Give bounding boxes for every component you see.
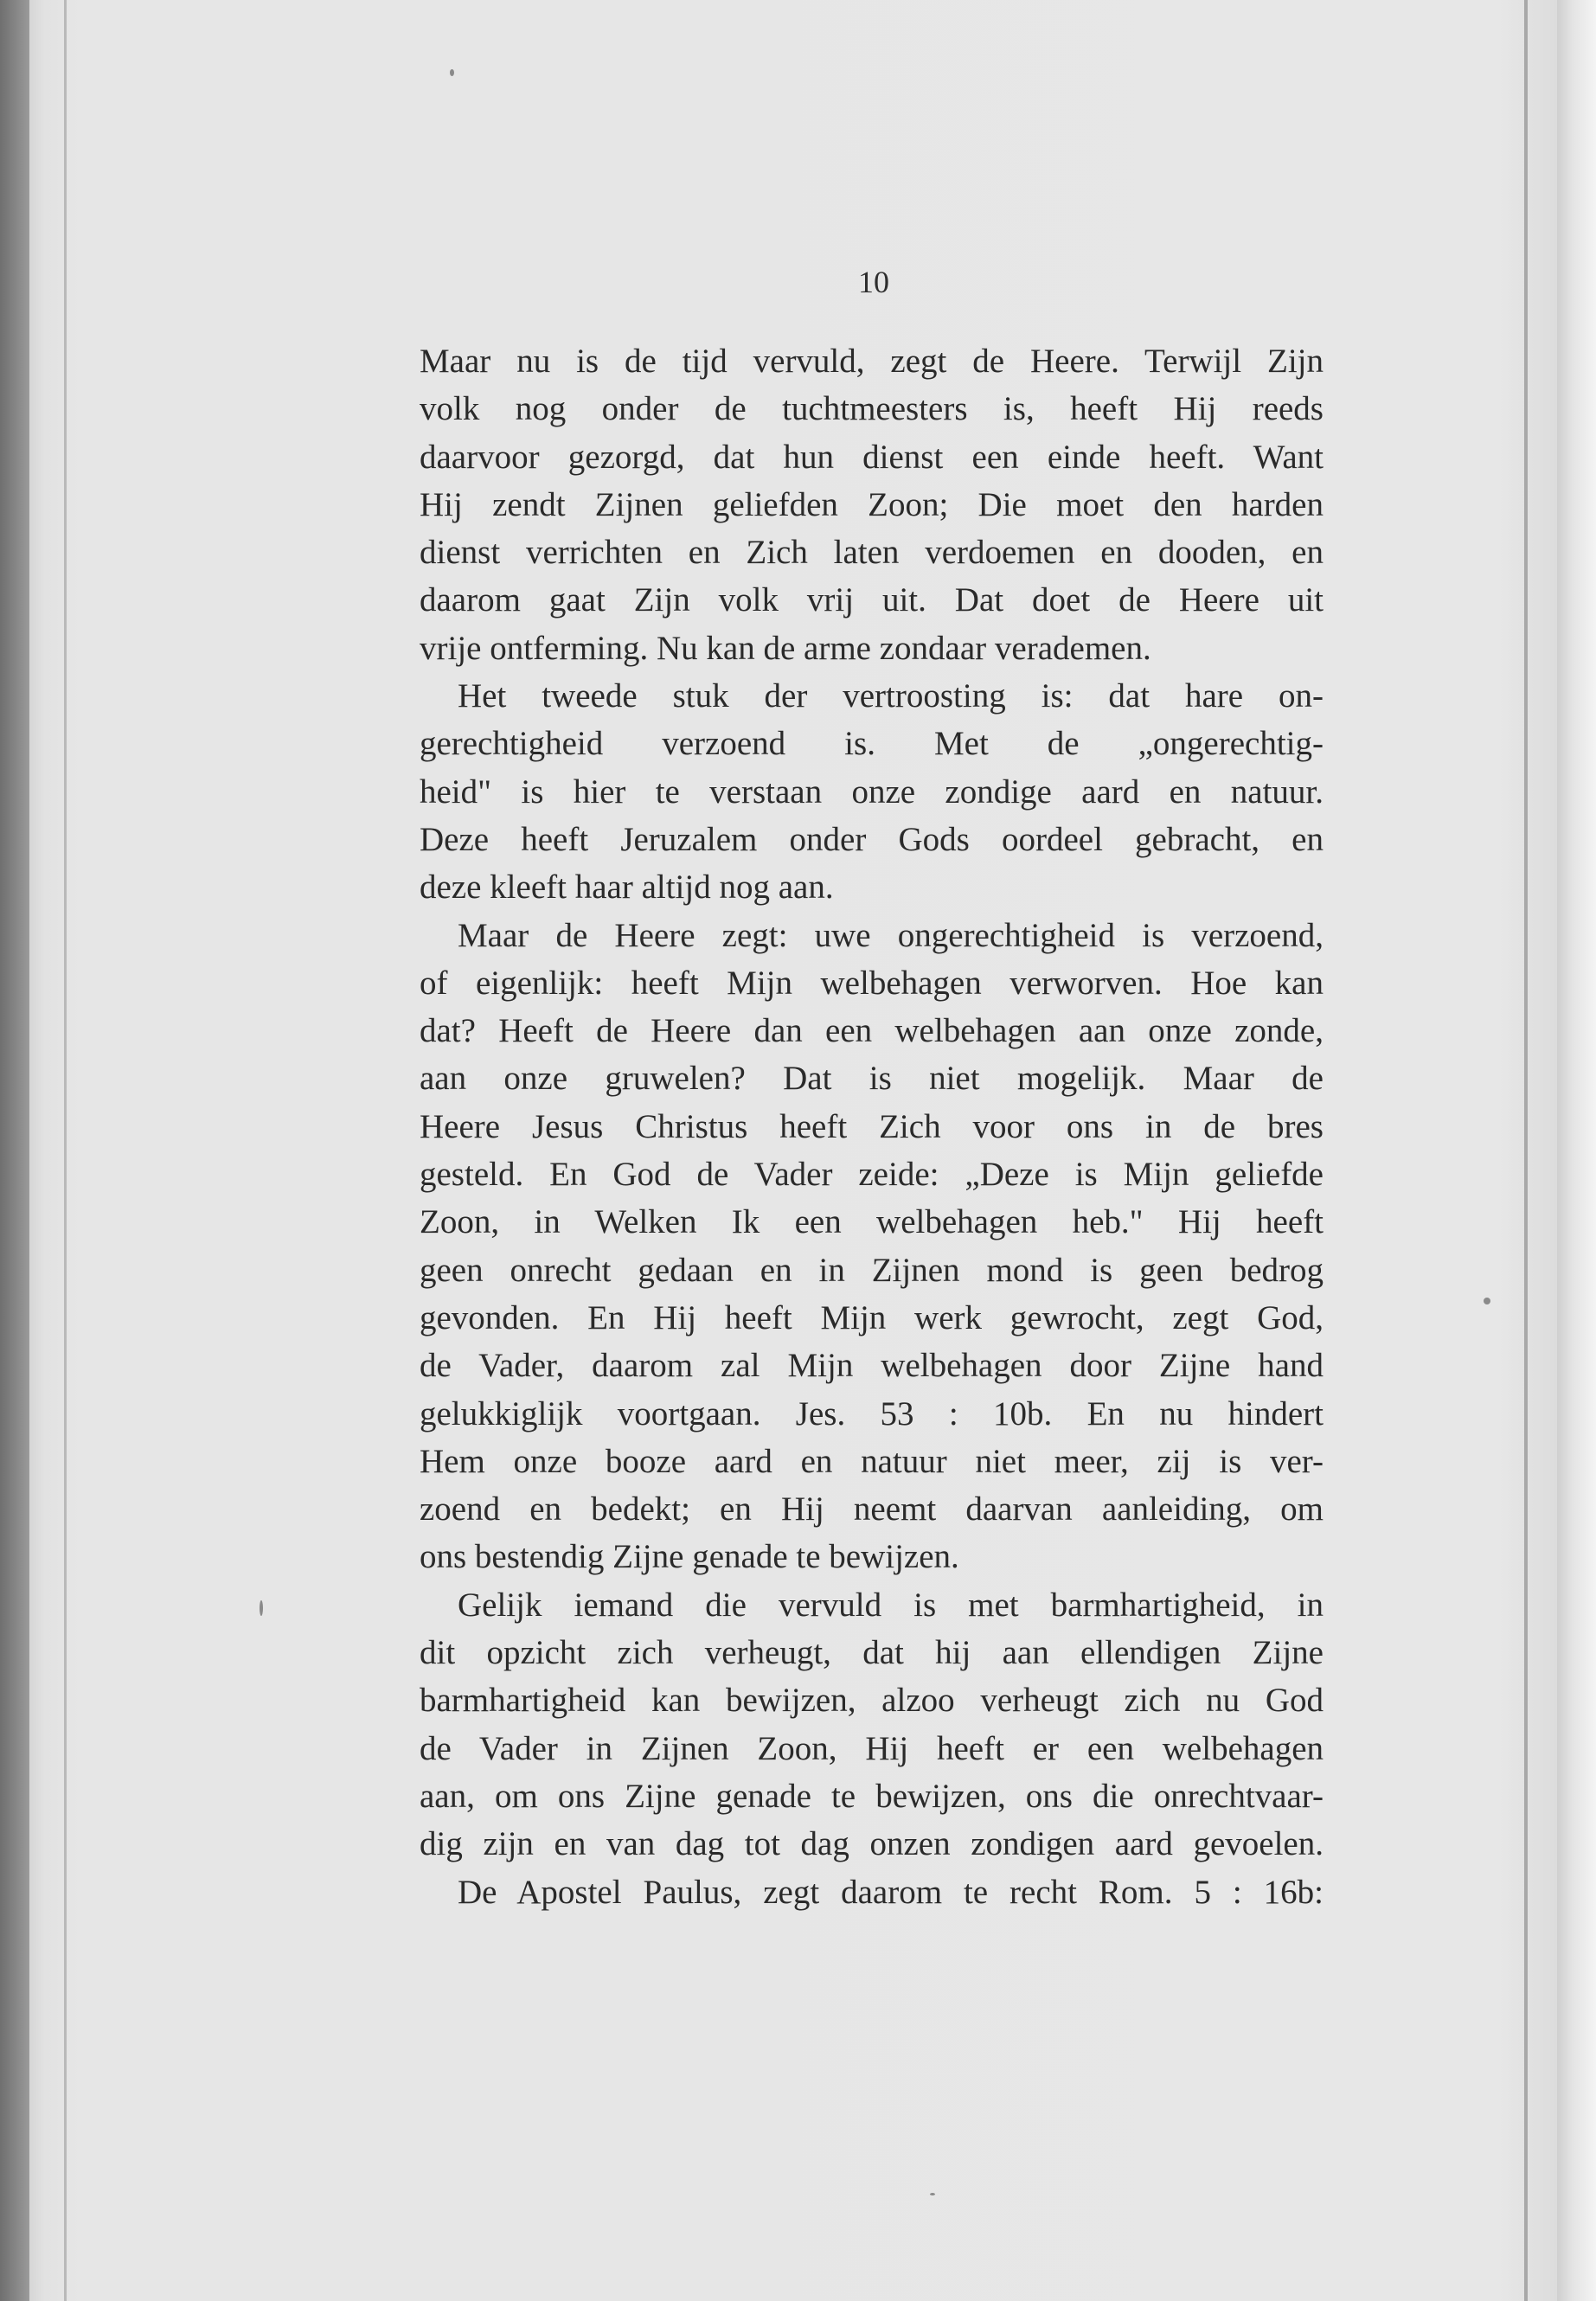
- page-number: 10: [858, 265, 889, 299]
- text-line: gevonden. En Hij heeft Mijn werk gewrocht, zegt God,: [420, 1298, 1324, 1336]
- text-line: Deze heeft Jeruzalem onder Gods oordeel gebracht, en: [420, 820, 1324, 858]
- text-line: gerechtigheid verzoend is. Met de „ongerechtig-: [420, 725, 1324, 763]
- text-line: gelukkiglijk voortgaan. Jes. 53 : 10b. En nu hindert: [420, 1394, 1324, 1433]
- scan-speck: [930, 2193, 935, 2195]
- text-line: of eigenlijk: heeft Mijn welbehagen verworven. Hoe kan: [420, 964, 1324, 1002]
- text-line: aan onze gruwelen? Dat is niet mogelijk. Maar de: [420, 1060, 1324, 1098]
- text-line: Maar nu is de tijd vervuld, zegt de Heere. Terwijl Zijn: [420, 343, 1324, 380]
- text-line: aan, om ons Zijne genade te bewijzen, ons die onrechtvaar-: [420, 1777, 1324, 1815]
- text-line: de Vader in Zijnen Zoon, Hij heeft er een welbehagen: [420, 1729, 1324, 1767]
- scan-right-margin: [1557, 0, 1596, 2301]
- text-line: Het tweede stuk der vertroosting is: dat hare on-: [458, 677, 1324, 715]
- text-line: daarom gaat Zijn volk vrij uit. Dat doet de Heere uit: [420, 581, 1324, 619]
- text-line: Hij zendt Zijnen geliefden Zoon; Die moet den harden: [420, 485, 1324, 523]
- text-line: de Vader, daarom zal Mijn welbehagen door Zijne hand: [420, 1347, 1324, 1385]
- scan-speck: [260, 1600, 263, 1616]
- text-line: Zoon, in Welken Ik een welbehagen heb." Hij heeft: [420, 1203, 1324, 1241]
- text-line: gesteld. En God de Vader zeide: „Deze is Mijn geliefde: [420, 1156, 1324, 1194]
- text-line: deze kleeft haar altijd nog aan.: [420, 868, 834, 907]
- text-line: geen onrecht gedaan en in Zijnen mond is geen bedrog: [420, 1251, 1324, 1289]
- text-line: dienst verrichten en Zich laten verdoemen en dooden, en: [420, 534, 1324, 572]
- text-line: Hem onze booze aard en natuur niet meer, zij is ver-: [420, 1442, 1324, 1480]
- text-line: barmhartigheid kan bewijzen, alzoo verheugt zich nu God: [420, 1682, 1324, 1720]
- text-line: dig zijn en van dag tot dag onzen zondigen aard gevoelen.: [420, 1825, 1324, 1863]
- page-right-edge: [1524, 0, 1528, 2301]
- text-line: De Apostel Paulus, zegt daarom te recht Rom. 5 : 16b:: [458, 1873, 1324, 1911]
- body-text: [420, 337, 1324, 1916]
- text-line: dat? Heeft de Heere dan een welbehagen aan onze zonde,: [420, 1012, 1324, 1050]
- text-line: volk nog onder de tuchtmeesters is, heeft Hij reeds: [420, 390, 1324, 428]
- text-line: Heere Jesus Christus heeft Zich voor ons in de bres: [420, 1107, 1324, 1145]
- scan-speck: [450, 69, 454, 76]
- scan-speck: [1484, 1298, 1490, 1304]
- text-line: zoend en bedekt; en Hij neemt daarvan aanleiding, om: [420, 1490, 1324, 1529]
- text-line: dit opzicht zich verheugt, dat hij aan ellendigen Zijne: [420, 1634, 1324, 1672]
- text-line: daarvoor gezorgd, dat hun dienst een einde heeft. Want: [420, 438, 1324, 476]
- text-line: Maar de Heere zegt: uwe ongerechtigheid is verzoend,: [458, 916, 1324, 954]
- text-line: ons bestendig Zijne genade te bewijzen.: [420, 1538, 959, 1576]
- text-line: heid" is hier te verstaan onze zondige aard en natuur.: [420, 772, 1324, 811]
- page-gutter-line: [64, 0, 67, 2301]
- scan-left-margin: [0, 0, 29, 2301]
- text-line: Gelijk iemand die vervuld is met barmhartigheid, in: [458, 1586, 1324, 1624]
- text-line: vrije ontferming. Nu kan de arme zondaar verademen.: [420, 629, 1151, 667]
